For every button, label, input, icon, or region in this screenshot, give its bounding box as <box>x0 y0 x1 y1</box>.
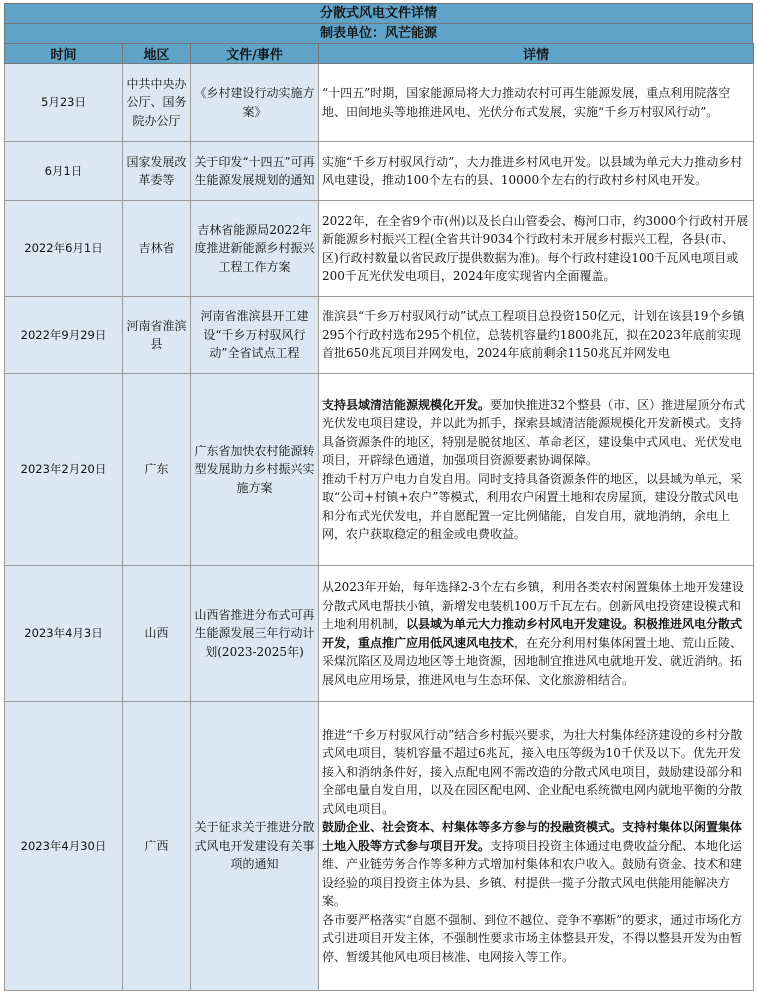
detail-text: 淮滨县“千乡万村驭风行动”试点工程项目总投资150亿元，计划在该县19个乡镇295个行政村选布295个机位，总装机容量约1800兆瓦，拟在2023年底前实现首批650兆瓦项目并网发电，2024年底前剩余1150兆瓦并网发电 <box>322 309 745 361</box>
detail-text: 各市要严格落实“自愿不强制、到位不越位、竞争不搴断”的要求，通过市场化方式引进项目开发主体，不强制性要求市场主体整县开发，不得以整县开发为由暂停、暂缓其他风电项目核准、电网接入等工作。 <box>322 912 743 964</box>
cell-detail <box>319 702 754 991</box>
table-row <box>5 64 754 142</box>
table-row <box>5 201 754 297</box>
detail-text: 实施“千乡万村驭风行动”，大力推进乡村风电开发。以县域为单元大力推动乡村风电建设，推动100个左右的县、10000个左右的行政村乡村风电开发。 <box>322 154 743 187</box>
detail-text: 2022年，在全省9个市(州)以及长白山管委会、梅河口市，约3000个行政村开展新能源乡村振兴工程(全省共计9034个行政村未开展乡村振兴工程，各县(市、区)行政村数量以省民政厅提供数据为准)。每个行政村建设100千瓦风电项目或200千瓦光伏发电项目，2024年度实现省内全面覆盖。 <box>322 213 749 283</box>
header-row <box>5 44 754 64</box>
document-table-wrapper <box>4 3 753 991</box>
cell-region: 山西 <box>123 566 191 702</box>
cell-detail <box>319 201 754 297</box>
cell-time: 2023年2月20日 <box>5 374 123 566</box>
column-header-time: 时间 <box>5 44 123 64</box>
table-subtitle: 制表单位：风芒能源 <box>4 23 753 43</box>
cell-document: 山西省推进分布式可再生能源发展三年行动计划(2023-2025年) <box>191 566 319 702</box>
table-row <box>5 566 754 702</box>
cell-region: 国家发展改革委等 <box>123 142 191 201</box>
detail-text: 从2023年开始，每年选择2-3个左右乡镇，利用各类农村闲置集体土地开发建设分散式风电帮扶小镇，新增发电装机100万千瓦左右。创新风电投资建设模式和土地利用机制， <box>322 580 744 631</box>
column-header-region: 地区 <box>123 44 191 64</box>
cell-document: 河南省淮滨县开工建设“千乡万村驭风行动”全省试点工程 <box>191 297 319 374</box>
cell-document: 《乡村建设行动实施方案》 <box>191 64 319 142</box>
table-title: 分散式风电文件详情 <box>4 3 753 23</box>
table-row <box>5 374 754 566</box>
detail-bold-text: 支持县域清洁能源规模化开发。 <box>322 397 491 412</box>
wind-power-table <box>4 43 754 991</box>
cell-detail <box>319 64 754 142</box>
detail-bold-text: 鼓励企业、社会资本、村集体等多方参与的投融资模式。支持村集体以闲置集体土地入股等方式参与项目开发。 <box>322 820 743 853</box>
table-row <box>5 142 754 201</box>
cell-document: 广东省加快农村能源转型发展助力乡村振兴实施方案 <box>191 374 319 566</box>
column-header-document: 文件/事件 <box>191 44 319 64</box>
detail-bold-text: 以县域为单元大力推动乡村风电开发建设。积极推进风电分散式开发，重点推广应用低风速风电技术 <box>322 617 743 650</box>
column-header-detail: 详情 <box>319 44 754 64</box>
cell-region: 广东 <box>123 374 191 566</box>
detail-text: 推动千村万户电力自发自用。同时支持具备资源条件的地区，以县域为单元，采取“公司+村镇+农户”等模式，利用农户闲置土地和农房屋顶，建设分散式风电和分布式光伏发电，并自愿配置一定比例储能，自发自用，就地消纳，余电上网，农户获取稳定的租金或电费收益。 <box>322 471 743 541</box>
cell-time: 5月23日 <box>5 64 123 142</box>
cell-region: 吉林省 <box>123 201 191 297</box>
table-row <box>5 297 754 374</box>
cell-detail <box>319 374 754 566</box>
cell-document: 关于印发“十四五”可再生能源发展规划的通知 <box>191 142 319 201</box>
cell-detail <box>319 566 754 702</box>
cell-time: 2022年6月1日 <box>5 201 123 297</box>
table-row <box>5 702 754 991</box>
cell-region: 广西 <box>123 702 191 991</box>
cell-document: 关于征求关于推进分散式风电开发建设有关事项的通知 <box>191 702 319 991</box>
detail-text: ，在充分利用村集体闲置土地、荒山丘陵、采煤沉陷区及周边地区等土地资源，因地制宜推进风电就地开发、就近消纳。拓展风电应用场景，推进风电与生态环保、文化旅游相结合。 <box>322 635 743 687</box>
cell-document: 吉林省能源局2022年度推进新能源乡村振兴工程工作方案 <box>191 201 319 297</box>
cell-time: 2022年9月29日 <box>5 297 123 374</box>
cell-time: 2023年4月30日 <box>5 702 123 991</box>
detail-text: 推进“千乡万村驭风行动”结合乡村振兴要求，为壮大村集体经济建设的乡村分散式风电项目，装机容量不超过6兆瓦，接入电压等级为10千伏及以下。优先开发接入和消纳条件好，接入点配电网不需改造的分散式风电项目，鼓励建设部分和全部电量自发自用，以及在园区配电网、企业配电系统微电网内就地平衡的分散式风电项目。 <box>322 727 743 816</box>
cell-region: 河南省淮滨县 <box>123 297 191 374</box>
cell-region: 中共中央办公厅、国务院办公厅 <box>123 64 191 142</box>
cell-detail <box>319 142 754 201</box>
cell-time: 2023年4月3日 <box>5 566 123 702</box>
cell-detail <box>319 297 754 374</box>
detail-text: 要加快推进32个整县（市、区）推进屋顶分布式光伏发电项目建设，并以此为抓手，探索县域清洁能源规模化开发新模式。支持具备资源条件的地区，特别是脱贫地区、革命老区，建设集中式风电、光伏发电项目，开辟绿色通道，加强项目资源要素协调保障。 <box>322 397 746 467</box>
cell-time: 6月1日 <box>5 142 123 201</box>
detail-text: 支持项目投资主体通过电费收益分配、本地化运维、产业链劳务合作等多种方式增加村集体和农户收入。鼓励有资金、技术和建设经验的项目投资主体为县、乡镇、村提供一揽子分散式风电供能用能解决方案。 <box>322 838 743 909</box>
detail-text: “十四五”时期，国家能源局将大力推动农村可再生能源发展，重点利用院落空地、田间地头等地推进风电、光伏分布式发展，实施“千乡万村驭风行动”。 <box>322 86 731 119</box>
